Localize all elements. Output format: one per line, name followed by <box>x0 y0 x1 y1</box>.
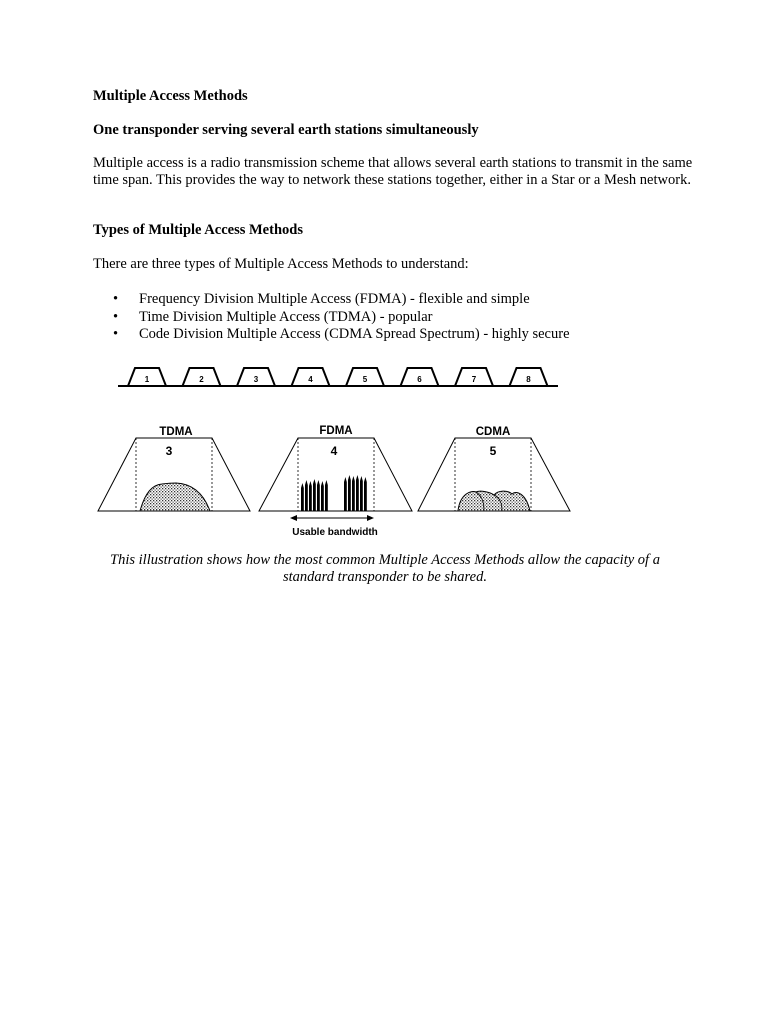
channel-number: 8 <box>526 375 531 384</box>
list-item-fdma: • Frequency Division Multiple Access (FDMA) - flexible and simple <box>113 291 570 309</box>
transponder-number: 5 <box>489 444 497 458</box>
fdma-carrier-bar <box>360 481 363 511</box>
figure-caption: This illustration shows how the most common Multiple Access Methods allow the capacity of a standard transponder to be shared. <box>110 552 660 585</box>
channel-number: 7 <box>471 375 477 384</box>
transponder-cdma <box>418 426 570 511</box>
signal-carrier <box>140 483 210 511</box>
multiple-access-diagram <box>90 362 580 542</box>
channel-number: 3 <box>253 375 259 384</box>
intro-paragraph: Multiple access is a radio transmission scheme that allows several earth stations to transmit in the same time span. This provides the way to network these stations together, either in a Star or a Mesh network. <box>93 155 693 188</box>
channel-number: 6 <box>417 375 422 384</box>
document-subtitle: One transponder serving several earth stations simultaneously <box>93 122 479 138</box>
channel-strip <box>118 368 558 386</box>
fdma-carrier-bar <box>344 482 347 511</box>
transponder-label: FDMA <box>319 425 353 437</box>
bandwidth-arrow-head-left <box>290 515 297 521</box>
transponder-fdma <box>259 425 412 538</box>
fdma-carrier-tip <box>364 477 367 482</box>
fdma-carriers <box>301 475 367 511</box>
fdma-carrier-tip <box>356 475 359 480</box>
fdma-carrier-bar <box>317 485 320 511</box>
fdma-carrier-tip <box>344 477 347 482</box>
fdma-carrier-tip <box>325 480 328 485</box>
fdma-carrier-tip <box>313 479 316 484</box>
fdma-carrier-bar <box>309 486 312 511</box>
fdma-carrier-tip <box>309 481 312 486</box>
fdma-carrier-bar <box>348 480 351 511</box>
fdma-carrier-tip <box>317 480 320 485</box>
document-title: Multiple Access Methods <box>93 88 248 104</box>
fdma-carrier-bar <box>321 486 324 511</box>
types-intro: There are three types of Multiple Access Methods to understand: <box>93 256 469 272</box>
fdma-carrier-tip <box>360 476 363 481</box>
transponder-number: 4 <box>330 444 338 458</box>
fdma-carrier-tip <box>352 476 355 481</box>
fdma-carrier-bar <box>364 482 367 511</box>
transponder-number: 3 <box>165 444 173 458</box>
list-item-tdma: • Time Division Multiple Access (TDMA) - popular <box>113 309 570 327</box>
fdma-carrier-bar <box>305 485 308 511</box>
fdma-carrier-tip <box>305 480 308 485</box>
types-list <box>113 291 570 344</box>
channel-number: 5 <box>362 375 368 384</box>
fdma-carrier-bar <box>325 485 328 511</box>
types-heading: Types of Multiple Access Methods <box>93 222 303 238</box>
bandwidth-label: Usable bandwidth <box>292 527 378 538</box>
transponder-tdma <box>98 426 250 511</box>
signal-carrier <box>458 491 530 511</box>
fdma-carrier-bar <box>356 480 359 511</box>
fdma-carrier-bar <box>301 488 304 511</box>
transponder-label: CDMA <box>475 426 511 438</box>
fdma-carrier-tip <box>301 483 304 488</box>
transponder-label: TDMA <box>159 426 193 438</box>
channel-number: 1 <box>144 375 150 384</box>
fdma-carrier-bar <box>352 481 355 511</box>
fdma-carrier-tip <box>321 481 324 486</box>
list-item-cdma: • Code Division Multiple Access (CDMA Spread Spectrum) - highly secure <box>113 326 570 344</box>
fdma-carrier-tip <box>348 475 351 480</box>
channel-number: 4 <box>308 375 313 384</box>
fdma-carrier-bar <box>313 484 316 511</box>
bandwidth-arrow-head-right <box>367 515 374 521</box>
channel-number: 2 <box>199 375 204 384</box>
